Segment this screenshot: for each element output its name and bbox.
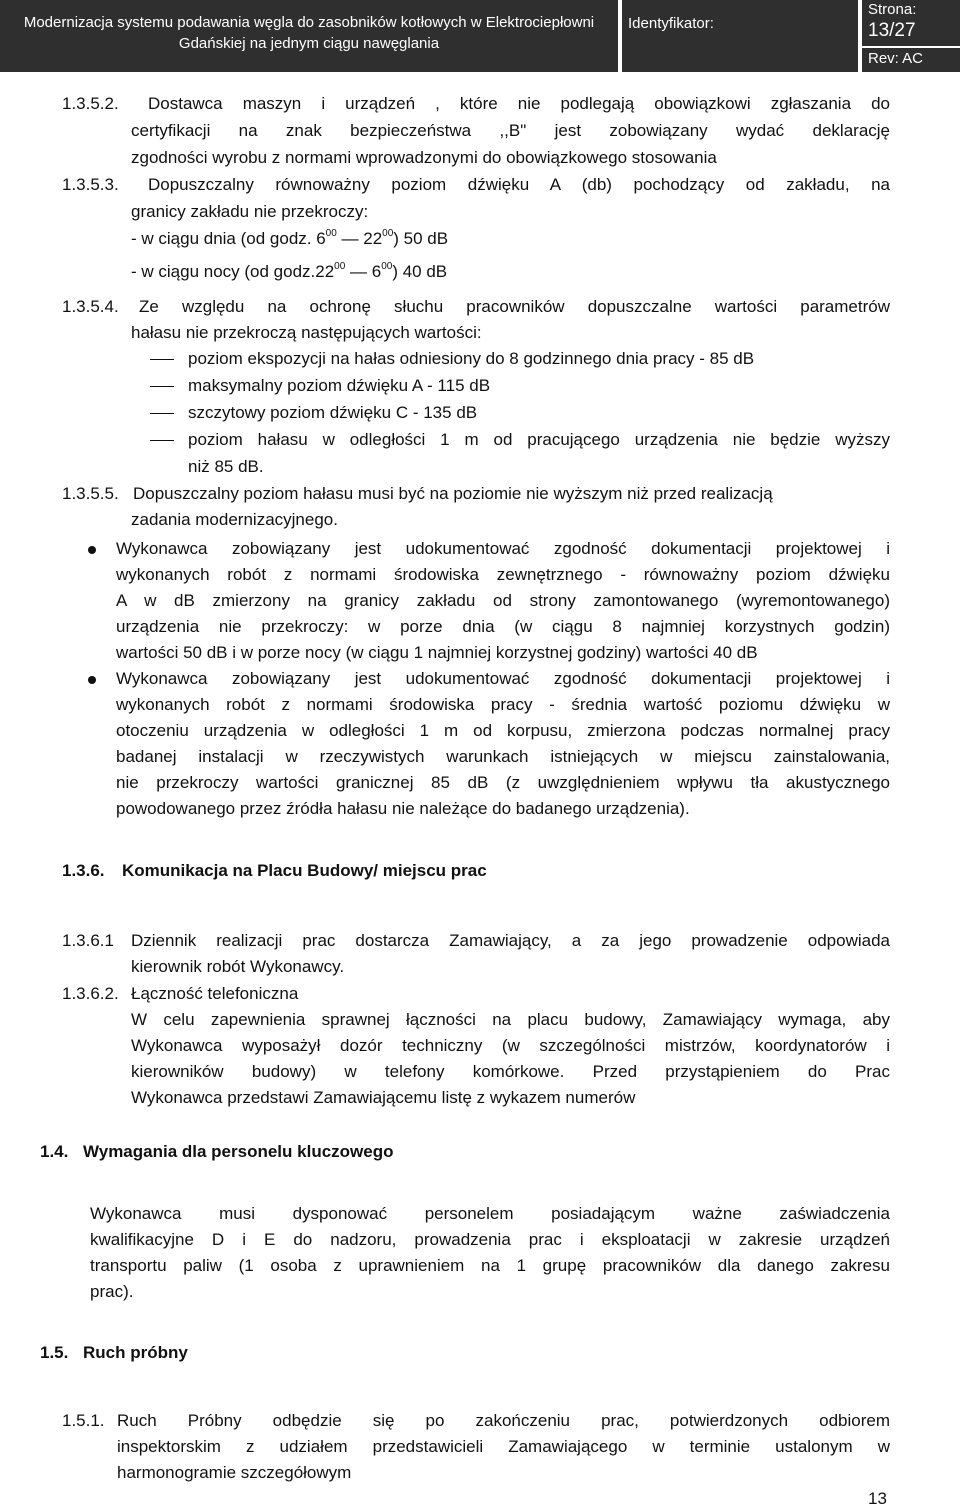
paragraph-line: Dostawca maszyn i urządzeń , które nie podlegają obowiązkowi zgłaszania do (148, 94, 890, 113)
revision: Rev: AC (868, 50, 924, 67)
paragraph-line: Dopuszczalny równoważny poziom dźwięku A (db) pochodzący od zakładu, na (148, 175, 890, 194)
footer-page-number: 13 (868, 1489, 887, 1508)
bullet-line: powodowanego przez źródła hałasu nie należące do badanego urządzenia). (116, 799, 690, 818)
paragraph-line: Wykonawca wyposażył dozór techniczny (w szczególności mistrzów, koordynatorów i (131, 1036, 890, 1055)
section-number-1352: 1.3.5.2. (62, 94, 119, 113)
identifier-label: Identyfikator: (628, 15, 714, 32)
bullet-line: otoczeniu urządzenia w odległości 1 m od korpusu, zmierzona podczas normalnej pracy (116, 721, 890, 740)
header-title-line1: Modernizacja systemu podawania węgla do zasobników kotłowych w Elektrociepłowni (23, 14, 595, 31)
paragraph-line: transportu paliw (1 osoba z uprawnieniem na 1 grupę pracowników dla danego zakresu (90, 1256, 890, 1275)
header-title-cell (0, 0, 618, 72)
section-number-1354: 1.3.5.4. (62, 297, 119, 316)
heading-number-136: 1.3.6. (62, 861, 105, 880)
paragraph-line: Wykonawca przedstawi Zamawiającemu listę z wykazem numerów (131, 1088, 636, 1107)
bullet-point (88, 546, 96, 554)
bullet-point (88, 676, 96, 684)
paragraph-line: hałasu nie przekroczą następujących wartości: (131, 323, 482, 342)
section-number-1353: 1.3.5.3. (62, 175, 119, 194)
list-item: maksymalny poziom dźwięku A - 115 dB (188, 376, 491, 395)
heading-15: Ruch próbny (83, 1343, 188, 1362)
bullet-line: urządzenia nie przekroczy: w porze dnia (w ciągu 8 najmniej korzystnych godzin) (116, 617, 890, 636)
heading-number-14: 1.4. (40, 1142, 69, 1161)
bullet-line: wykonanych robót z normami środowiska zewnętrznego - równoważny poziom dźwięku (116, 565, 890, 584)
list-dash (150, 386, 174, 387)
paragraph-line: kierowników budowy) w telefony komórkowe. Przed przystąpieniem do Prac (131, 1062, 890, 1081)
paragraph-line: Ruch Próbny odbędzie się po zakończeniu prac, potwierdzonych odbiorem (117, 1411, 890, 1430)
page-value: 13/27 (868, 20, 916, 41)
header-identifier-cell (622, 0, 858, 72)
heading-number-15: 1.5. (40, 1343, 69, 1362)
paragraph-line: kierownik robót Wykonawcy. (131, 957, 345, 976)
bullet-line: A w dB zmierzony na granicy zakładu od strony zamontowanego (wyremontowanego) (116, 591, 890, 610)
bullet-line: nie przekroczy wartości granicznej 85 dB (z uwzględnieniem wpływu tła akustycznego (116, 773, 890, 792)
section-number-1355: 1.3.5.5. (62, 484, 119, 503)
bullet-line: badanej instalacji w rzeczywistych warunkach istniejących w miejscu zainstalowania, (116, 747, 890, 766)
paragraph-line: inspektorskim z udziałem przedstawicieli Zamawiającego w terminie ustalonym w (117, 1437, 890, 1456)
paragraph-line: zgodności wyrobu z normami wprowadzonymi do obowiązkowego stosowania (131, 148, 717, 167)
list-item: poziom ekspozycji na hałas odniesiony do 8 godzinnego dnia pracy - 85 dB (188, 349, 755, 368)
page-label: Strona: (868, 1, 917, 18)
night-limit-line: - w ciągu nocy (od $godz.22^{00}$ — $6^{00}$) 40 dB (131, 261, 448, 281)
section-number-1362: 1.3.6.2. (62, 984, 119, 1003)
header-page-cell (862, 0, 960, 46)
list-dash (150, 413, 174, 414)
list-item-continuation: niż 85 dB. (188, 457, 264, 476)
bullet-line: wykonanych robót z normami środowiska pracy - średnia wartość poziomu dźwięku w (116, 695, 890, 714)
paragraph-line: Ze względu na ochronę słuchu pracowników dopuszczalne wartości parametrów (139, 297, 890, 316)
subheading-1362: Łączność telefoniczna (131, 984, 299, 1003)
list-dash (150, 359, 174, 360)
list-item: poziom hałasu w odległości 1 m od pracującego urządzenia nie będzie wyższy (188, 430, 890, 449)
paragraph-line: Dopuszczalny poziom hałasu musi być na poziomie nie wyższym niż przed realizacją (133, 484, 773, 503)
paragraph-line: kwalifikacyjne D i E do nadzoru, prowadzenia prac i eksploatacji w zakresie urządzeń (90, 1230, 890, 1249)
paragraph-line: W celu zapewnienia sprawnej łączności na placu budowy, Zamawiający wymaga, aby (131, 1010, 890, 1029)
paragraph-line: prac). (90, 1282, 134, 1301)
day-limit-line: - w ciągu dnia (od godz. $6^{00}$ — $22^{00}$) 50 dB (131, 228, 449, 248)
paragraph-line: zadania modernizacyjnego. (131, 510, 338, 529)
heading-136: Komunikacja na Placu Budowy/ miejscu prac (122, 861, 487, 880)
paragraph-line: Wykonawca musi dysponować personelem posiadającym ważne zaświadczenia (90, 1204, 890, 1223)
paragraph-line: Dziennik realizacji prac dostarcza Zamawiający, a za jego prowadzenie odpowiada (131, 931, 890, 950)
document-header (0, 0, 960, 74)
header-title-line2: Gdańskiej na jednym ciągu nawęglania (178, 35, 440, 52)
section-number-1361: 1.3.6.1 (62, 931, 114, 950)
bullet-line: Wykonawca zobowiązany jest udokumentować zgodność dokumentacji projektowej i (116, 539, 890, 558)
bullet-line: Wykonawca zobowiązany jest udokumentować zgodność dokumentacji projektowej i (116, 669, 890, 688)
list-dash (150, 440, 174, 441)
paragraph-line: certyfikacji na znak bezpieczeństwa ,,B" jest zobowiązany wydać deklarację (131, 121, 890, 140)
section-number-151: 1.5.1. (62, 1411, 105, 1430)
heading-14: Wymagania dla personelu kluczowego (83, 1142, 394, 1161)
bullet-line: wartości 50 dB i w porze nocy (w ciągu 1 najmniej korzystnej godziny) wartości 40 dB (116, 643, 758, 662)
list-item: szczytowy poziom dźwięku C - 135 dB (188, 403, 478, 422)
paragraph-line: granicy zakładu nie przekroczy: (131, 202, 369, 221)
paragraph-line: harmonogramie szczegółowym (117, 1463, 352, 1482)
header-rev-cell (862, 48, 960, 72)
